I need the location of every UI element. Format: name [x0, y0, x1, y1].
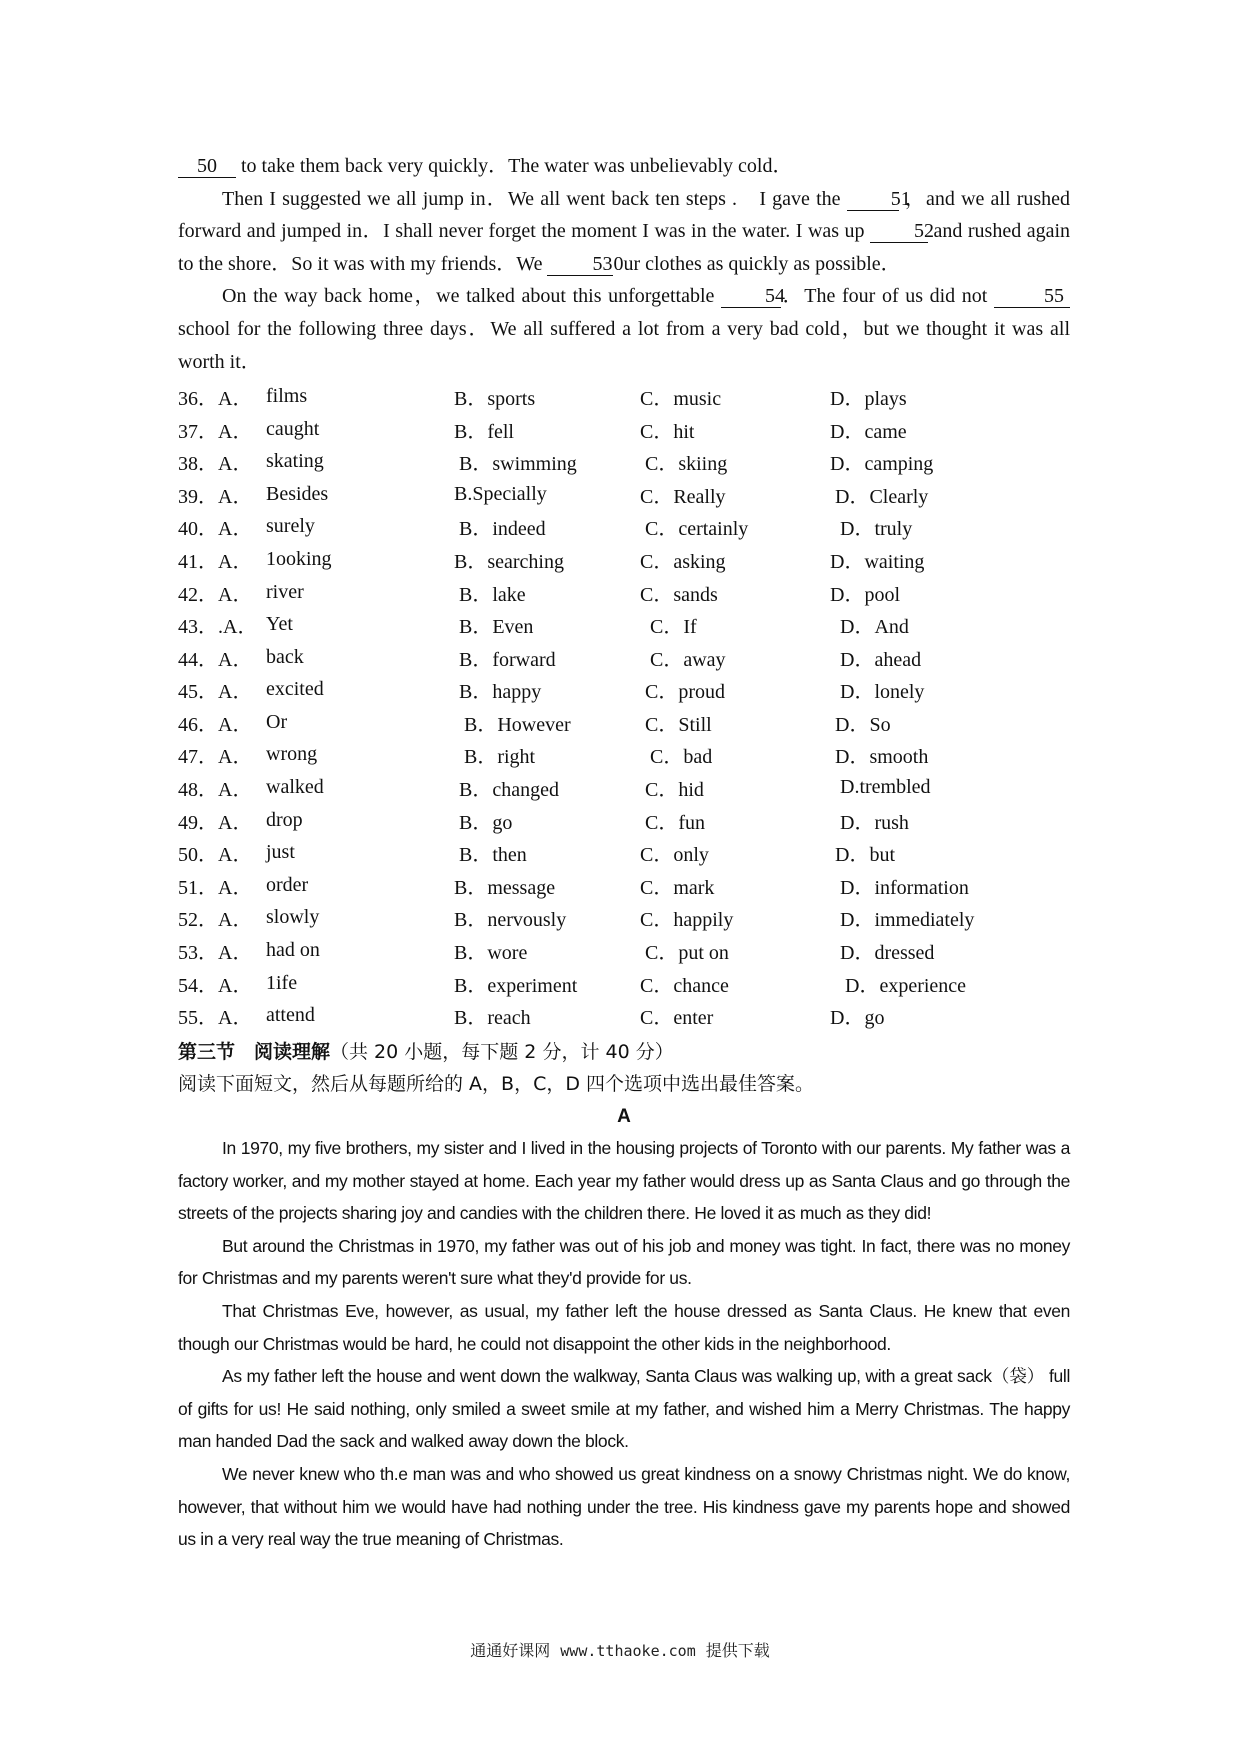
option-c: C．chance: [640, 974, 729, 997]
option-b: B．However: [454, 713, 571, 736]
option-d: D．immediately: [830, 909, 975, 932]
option-a: skating: [266, 450, 324, 473]
option-d: D．plays: [830, 387, 907, 410]
cloze-text: 0ur clothes as quickly as possible．: [613, 252, 901, 275]
question-number: 40．A．: [178, 518, 253, 541]
cloze-text: Then I suggested we all jump in．We all went back ten steps . I gave the: [222, 187, 841, 210]
option-row-38: [178, 445, 1070, 478]
option-row-49: [178, 804, 1070, 837]
option-b: B.Specially: [454, 482, 547, 505]
option-row-39: [178, 478, 1070, 511]
footer-site-name: 通通好课网: [470, 1641, 551, 1660]
option-a: excited: [266, 678, 324, 701]
question-number: 50．A．: [178, 844, 253, 867]
question-number: 55．A．: [178, 1007, 253, 1030]
cloze-paragraph-3: [178, 280, 1070, 378]
option-a: attend: [266, 1004, 315, 1027]
option-d: D．ahead: [830, 648, 922, 671]
option-c: C．hit: [640, 420, 695, 443]
option-a: walked: [266, 776, 324, 799]
option-d: D．waiting: [830, 550, 925, 573]
passage-paragraph: In 1970, my five brothers, my sister and I lived in the housing projects of Toronto with our parents. My father was a factory worker, and my mother stayed at home. Each year my father would dress up as Santa Claus and go through the streets of the projects sharing joy and candies with the children there. He loved it as much as they did!: [178, 1138, 1070, 1224]
passage-paragraph: But around the Christmas in 1970, my father was out of his job and money was tight. In fact, there was no money for Christmas and my parents weren't sure what they'd provide for us.: [178, 1235, 1070, 1289]
option-d: D．information: [830, 876, 969, 899]
blank-52: 52: [870, 220, 928, 243]
passage-paragraph: We never knew who th.e man was and who showed us great kindness on a snowy Christmas night. We do know, however, that without him we would have had nothing under the tree. His kindness gave my parents hope and showed us in a very real way the true meaning of Christmas.: [178, 1463, 1070, 1550]
option-a: films: [266, 384, 308, 407]
option-c: C．If: [640, 616, 697, 639]
cloze-text: On the way back home，we talked about this unforgettable: [222, 285, 715, 308]
option-row-54: [178, 967, 1070, 1000]
option-a: river: [266, 580, 304, 603]
option-d: D．came: [830, 420, 907, 443]
option-row-53: [178, 934, 1070, 967]
option-c: C．hid: [640, 779, 704, 802]
option-d: D.trembled: [830, 776, 931, 799]
option-row-41: [178, 543, 1070, 576]
option-d: D．truly: [830, 518, 913, 541]
option-a: caught: [266, 417, 320, 440]
page-footer: [0, 1638, 1240, 1661]
option-a: just: [266, 841, 295, 864]
option-c: C．Still: [640, 713, 712, 736]
option-b: B．nervously: [454, 909, 567, 932]
question-number: 54．A．: [178, 974, 253, 997]
footer-url: www.tthaoke.com: [560, 1642, 696, 1660]
question-number: 46．A．: [178, 713, 253, 736]
option-d: D．pool: [830, 583, 900, 606]
option-b: B．reach: [454, 1007, 531, 1030]
option-b: B．right: [454, 746, 536, 769]
option-b: B．indeed: [454, 518, 546, 541]
option-d: D．but: [830, 844, 895, 867]
cloze-paragraph-2: [178, 183, 1070, 281]
cloze-text: ．The four of us did not: [781, 285, 988, 308]
question-number: 48．A．: [178, 779, 253, 802]
option-a: 1ooking: [266, 547, 332, 570]
option-d: D．Clearly: [830, 485, 929, 508]
question-number: 51．A．: [178, 876, 253, 899]
option-c: C．asking: [640, 550, 726, 573]
option-b: B．go: [454, 811, 513, 834]
question-number: 47．A．: [178, 746, 253, 769]
option-a: had on: [266, 939, 320, 962]
option-a: back: [266, 645, 304, 668]
question-number: 53．A．: [178, 942, 253, 965]
option-b: B．searching: [454, 550, 564, 573]
option-b: B．lake: [454, 583, 526, 606]
cloze-text: and rushed again to the shore．So it was with my friends．We: [178, 220, 1071, 275]
option-row-36: [178, 380, 1070, 413]
option-b: B．then: [454, 844, 527, 867]
option-row-45: [178, 674, 1070, 707]
option-a: Yet: [266, 613, 293, 636]
option-c: C．put on: [640, 942, 729, 965]
option-c: C．only: [640, 844, 709, 867]
option-c: C．sands: [640, 583, 718, 606]
blank-54: 54: [721, 285, 781, 308]
option-c: C．proud: [640, 681, 725, 704]
option-d: D．rush: [830, 811, 909, 834]
question-number: 45．A．: [178, 681, 253, 704]
section-scoring: （共 20 小题，每下题 2 分，计 40 分）: [330, 1041, 674, 1064]
question-number: 37．A．: [178, 420, 253, 443]
option-b: B．experiment: [454, 974, 578, 997]
option-b: B．swimming: [454, 453, 577, 476]
option-d: D．smooth: [830, 746, 929, 769]
option-d: D．go: [830, 1007, 885, 1030]
option-b: B．happy: [454, 681, 542, 704]
question-number: 44．A．: [178, 648, 253, 671]
option-row-51: [178, 869, 1070, 902]
blank-55: 55: [994, 285, 1070, 308]
option-c: C．Really: [640, 485, 726, 508]
option-row-55: [178, 999, 1070, 1032]
option-a: slowly: [266, 906, 320, 929]
option-d: D．dressed: [830, 942, 935, 965]
option-b: B．Even: [454, 616, 534, 639]
option-row-42: [178, 576, 1070, 609]
passage-label: A: [617, 1106, 631, 1128]
option-d: D．lonely: [830, 681, 925, 704]
cloze-text: school for the following three days．We all suffered a lot from a very bad cold，but we thought it was all worth it．: [178, 317, 1070, 373]
question-number: 42．A．: [178, 583, 253, 606]
option-d: D．camping: [830, 453, 934, 476]
cloze-paragraph-1: [178, 150, 1070, 183]
option-c: C．away: [640, 648, 726, 671]
blank-50: 50: [178, 155, 236, 178]
cloze-text: to take them back very quickly．The water was unbelievably cold．: [241, 155, 793, 177]
option-a: order: [266, 873, 309, 896]
question-number: 36．A．: [178, 387, 253, 410]
passage-paragraph: As my father left the house and went down the walkway, Santa Claus was walking up, with a great sack（袋） full of gifts for us! He said nothing, only smiled a sweet smile at my father, and wished him a Merry Christmas. The happy man handed Dad the sack and walked away down the block.: [178, 1366, 1070, 1452]
question-number: 43．.A．: [178, 616, 258, 639]
option-b: B．changed: [454, 779, 559, 802]
option-row-44: [178, 641, 1070, 674]
option-row-47: [178, 739, 1070, 772]
section-heading: [178, 1036, 1070, 1068]
option-a: 1ife: [266, 971, 298, 994]
option-a: surely: [266, 515, 315, 538]
option-row-43: [178, 608, 1070, 641]
option-d: D．experience: [830, 974, 967, 997]
question-number: 52．A．: [178, 909, 253, 932]
option-a: Besides: [266, 482, 329, 505]
option-b: B．fell: [454, 420, 514, 443]
blank-53: 53: [547, 253, 613, 276]
option-c: C．certainly: [640, 518, 749, 541]
option-c: C．bad: [640, 746, 713, 769]
option-a: drop: [266, 808, 303, 831]
option-d: D．So: [830, 713, 891, 736]
option-c: C．fun: [640, 811, 705, 834]
option-c: C．skiing: [640, 453, 728, 476]
option-row-50: [178, 836, 1070, 869]
section-title: 第三节 阅读理解: [178, 1041, 331, 1064]
option-d: D．And: [830, 616, 909, 639]
option-a: Or: [266, 710, 288, 733]
cloze-text: ，and we all rushed forward and jumped in．I shall never forget the moment I was in the water. I was up: [178, 187, 1071, 243]
section-instructions: 阅读下面短文，然后从每题所给的 A，B，C，D 四个选项中选出最佳答案。: [178, 1073, 815, 1096]
option-c: C．mark: [640, 876, 715, 899]
option-b: B．wore: [454, 942, 528, 965]
option-a: wrong: [266, 743, 318, 766]
question-number: 41．A．: [178, 550, 253, 573]
question-number: 39．A．: [178, 485, 253, 508]
option-c: C．happily: [640, 909, 734, 932]
passage-paragraph: That Christmas Eve, however, as usual, my father left the house dressed as Santa Claus. He knew that even though our Christmas would be hard, he could not disappoint the other kids in the neighborhood.: [178, 1301, 1070, 1354]
option-c: C．music: [640, 387, 722, 410]
option-row-40: [178, 511, 1070, 544]
option-row-46: [178, 706, 1070, 739]
option-b: B．message: [454, 876, 556, 899]
question-number: 49．A．: [178, 811, 253, 834]
blank-51: 51: [847, 188, 899, 211]
option-row-37: [178, 413, 1070, 446]
exam-page: [178, 150, 1070, 1556]
option-row-52: [178, 902, 1070, 935]
cloze-options-list: [178, 380, 1070, 1032]
option-c: C．enter: [640, 1007, 714, 1030]
option-row-48: [178, 771, 1070, 804]
question-number: 38．A．: [178, 453, 253, 476]
option-b: B．forward: [454, 648, 556, 671]
option-b: B．sports: [454, 387, 536, 410]
footer-tagline: 提供下载: [705, 1641, 770, 1660]
